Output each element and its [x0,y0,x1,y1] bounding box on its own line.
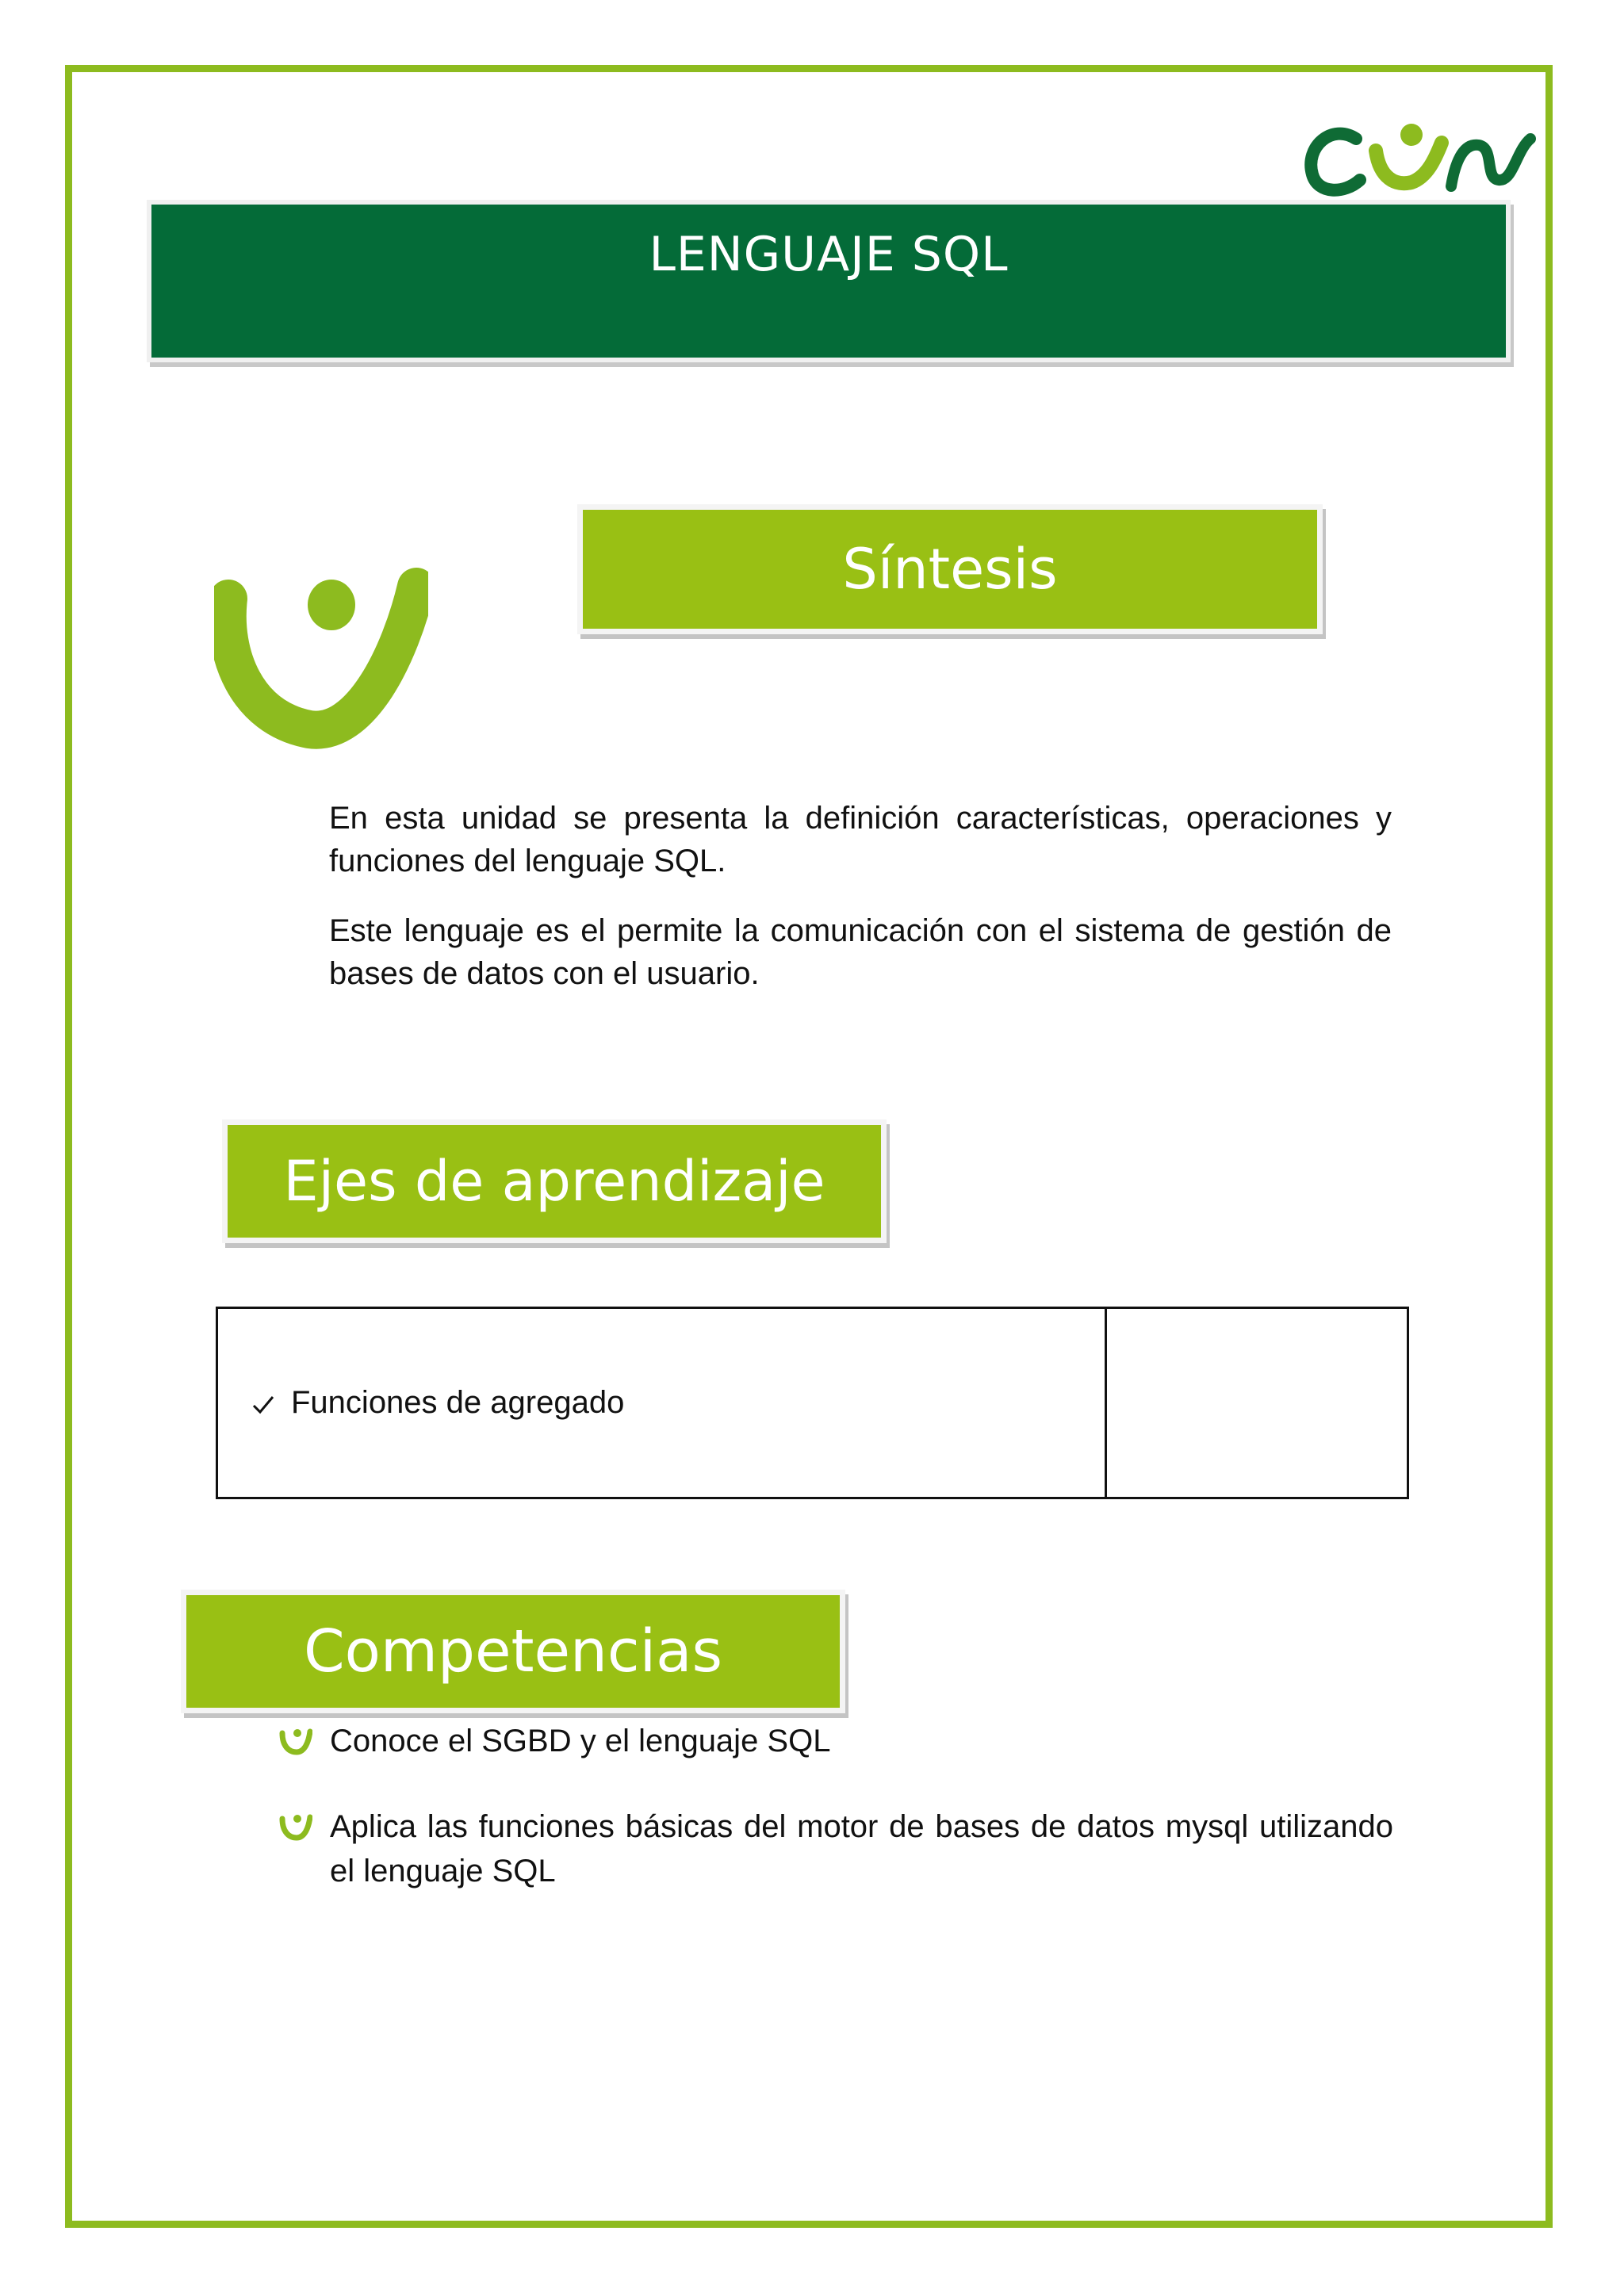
ejes-table [216,1307,1409,1499]
competencias-list [279,1719,1393,1934]
sintesis-paragraph-1: En esta unidad se presenta la definición características, operaciones y funciones del lenguaje SQL. [329,801,1392,878]
ejes-heading: Ejes de aprendizaje [222,1119,887,1243]
competencia-item [279,1719,1393,1763]
ejes-item: Funciones de agregado [291,1385,625,1420]
sintesis-paragraph-2: Este lenguaje es el permite la comunicación con el sistema de gestión de bases de datos con el usuario. [329,913,1392,991]
cun-u-bullet-icon [279,1812,312,1843]
cun-u-bullet-icon [279,1727,312,1757]
sintesis-heading: Síntesis [577,504,1323,634]
document-title-banner: LENGUAJE SQL [147,200,1511,362]
competencia-text: Aplica las funciones básicas del motor de bases de datos mysql utilizando el lenguaje SQL [330,1809,1393,1888]
competencia-text: Conoce el SGBD y el lenguaje SQL [330,1724,831,1758]
competencia-item [279,1804,1393,1893]
competencias-heading: Competencias [181,1590,845,1713]
cun-u-logo [214,567,428,749]
ejes-table-cell [218,1309,1107,1497]
checkmark-icon [251,1393,275,1417]
cun-logo [1300,107,1538,202]
sintesis-text [329,797,1392,1022]
ejes-table-empty-cell [1107,1309,1407,1497]
